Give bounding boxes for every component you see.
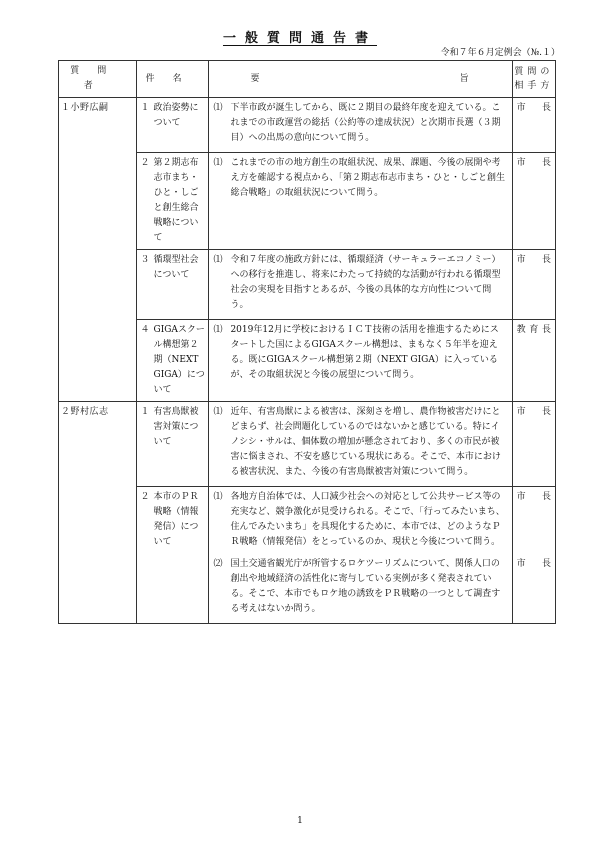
- respondent-char: 長: [541, 325, 551, 335]
- header-respondent: [512, 61, 555, 98]
- header-summary-text: [210, 72, 510, 87]
- asker-name: ２野村広志: [59, 402, 137, 624]
- summary-paragraph: [213, 490, 507, 550]
- respondent-char: 長: [541, 407, 551, 417]
- question-table: [58, 60, 556, 624]
- header-asker: 質問者: [59, 61, 137, 98]
- item-number: １: [140, 407, 150, 417]
- question-rows: [59, 98, 556, 624]
- paragraph-number: ⑴: [213, 492, 223, 502]
- respondent-char: 長: [541, 559, 551, 569]
- header-summary-char: 旨: [459, 73, 471, 84]
- item-number: ２: [140, 158, 150, 168]
- paragraph-text: 各地方自治体では、人口減少社会への対応として公共サービス等の充実など、競争激化が見受けられる。そこで、「行ってみたいまち、住んでみたいまち」を具現化するために、本市では、どのようなＰＲ戦略（情報発信）をとっているのか、現状と今後について問う。: [230, 492, 505, 547]
- paragraph-number: ⑴: [213, 255, 223, 265]
- respondent: [517, 557, 551, 572]
- header-item: 件名: [136, 61, 209, 98]
- item-number: ２: [140, 492, 150, 502]
- respondent-cell: [512, 98, 555, 153]
- respondent: [517, 101, 551, 116]
- respondent-cell: [512, 250, 555, 320]
- document-title: 一般質問通告書: [222, 31, 377, 46]
- paragraph-text: 令和７年度の施政方針には、循環経済（サーキュラーエコノミー）への移行を推進し、将来にわたって持続的な活動が行われる循環型社会の実現を目指すとあるが、今後の具体的な方向性について問う。: [230, 255, 501, 310]
- item-label: 循環型社会について: [153, 255, 199, 280]
- respondent-char: 教: [516, 325, 526, 335]
- respondent-cell: [512, 487, 555, 624]
- summary-cell: [209, 98, 512, 153]
- item-cell: [136, 250, 209, 320]
- item-label: 本市のＰＲ戦略（情報発信）について: [153, 492, 199, 547]
- paragraph-number: ⑵: [213, 559, 223, 569]
- header-respondent-line1: 質問の: [514, 67, 554, 77]
- header-summary-char: 要: [250, 73, 262, 84]
- respondent: [517, 156, 551, 171]
- item-cell: [136, 487, 209, 624]
- item-cell: [136, 402, 209, 487]
- paragraph-number: ⑴: [213, 103, 223, 113]
- summary-cell: [209, 320, 512, 402]
- respondent-char: 市: [516, 492, 526, 502]
- paragraph-text: これまでの市の地方創生の取組状況、成果、課題、今後の展開や考え方を確認する視点から、「第２期志布志市まち・ひと・しごと創生総合戦略」の取組状況について問う。: [230, 158, 505, 198]
- asker-name: １小野広嗣: [59, 98, 137, 402]
- respondent-char: 長: [541, 255, 551, 265]
- item-label: 政治姿勢について: [153, 103, 199, 128]
- respondent-cell: [512, 320, 555, 402]
- respondent: [517, 253, 551, 268]
- session-label: 令和７年６月定例会（№.１）: [440, 48, 560, 58]
- paragraph-text: 近年、有害鳥獣による被害は、深刻さを増し、農作物被害だけにとどまらず、社会問題化しているのではないかと感じている。特にイノシシ・サルは、個体数の増加が懸念されており、多くの市民が被害に悩まされ、不安を感じている現状にある。そこで、本市における被害状況、また、今後の有害鳥獣被害対策について問う。: [230, 407, 501, 477]
- paragraph-number: ⑴: [213, 407, 223, 417]
- respondent-char: 市: [516, 559, 526, 569]
- respondent-cell: [512, 153, 555, 250]
- table-row: [59, 402, 556, 487]
- page-number: 1: [297, 816, 303, 826]
- paragraph-number: ⑴: [213, 158, 223, 168]
- header-row: [59, 61, 556, 98]
- summary-paragraph: [213, 253, 507, 313]
- summary-paragraph: [213, 405, 507, 480]
- summary-paragraph: [213, 557, 507, 617]
- header-respondent-line2: 相手方: [514, 81, 554, 91]
- paragraph-number: ⑴: [213, 325, 223, 335]
- item-cell: [136, 98, 209, 153]
- item-label: GIGAスクール構想第２期（NEXT GIGA）について: [153, 325, 205, 395]
- summary-cell: [209, 250, 512, 320]
- respondent-char: 市: [516, 103, 526, 113]
- respondent-char: 市: [516, 407, 526, 417]
- item-number: ３: [140, 255, 150, 265]
- respondent-char: 長: [541, 103, 551, 113]
- item-label: 有害鳥獣被害対策について: [153, 407, 199, 447]
- item-cell: [136, 153, 209, 250]
- table-row: [59, 98, 556, 153]
- summary-paragraph: [213, 156, 507, 201]
- summary-cell: [209, 153, 512, 250]
- respondent: [517, 490, 551, 505]
- summary-paragraph: [213, 101, 507, 146]
- respondent-char: 市: [516, 255, 526, 265]
- paragraph-text: 2019年12月に学校におけるＩＣＴ技術の活用を推進するためにスタートした国によるGIGAスクール構想は、まもなく５年半を迎える。既にGIGAスクール構想第２期（NEXT GIGA）に入っているが、その取組状況と今後の展望について問う。: [230, 325, 499, 380]
- respondent: [517, 405, 551, 420]
- summary-cell: [209, 487, 512, 624]
- item-cell: [136, 320, 209, 402]
- paragraph-text: 下半市政が誕生してから、既に２期目の最終年度を迎えている。これまでの市政運営の総括（公約等の達成状況）と次期市長選（３期目）への出馬の意向について問う。: [230, 103, 501, 143]
- respondent: [517, 323, 551, 338]
- summary-paragraph: [213, 323, 507, 383]
- header-summary: [209, 61, 512, 98]
- item-number: １: [140, 103, 150, 113]
- item-label: 第２期志布志市まち・ひと・しごと創生総合戦略について: [153, 158, 199, 243]
- paragraph-text: 国土交通省観光庁が所管するロケツーリズムについて、関係人口の創出や地域経済の活性化に寄与している実例が多く発表されている。そこで、本市でもロケ地の誘致をＰＲ戦略の一つとして調査する考えはないか問う。: [230, 559, 501, 614]
- respondent-char: 市: [516, 158, 526, 168]
- item-number: ４: [140, 325, 150, 335]
- respondent-char: 育: [529, 325, 539, 335]
- summary-cell: [209, 402, 512, 487]
- respondent-cell: [512, 402, 555, 487]
- respondent-char: 長: [541, 492, 551, 502]
- respondent-char: 長: [541, 158, 551, 168]
